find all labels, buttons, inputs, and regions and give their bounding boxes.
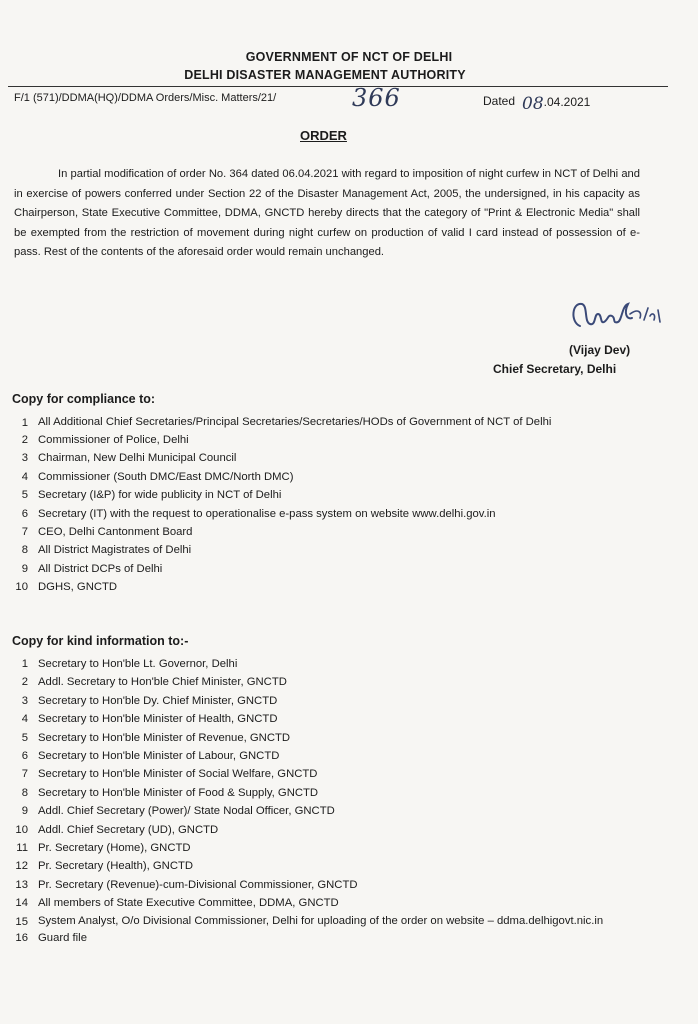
handwritten-order-number: 366: [352, 84, 401, 112]
signatory-name: (Vijay Dev): [569, 343, 631, 357]
list-item: 5 Secretary (I&P) for wide publicity in NCT of Delhi: [21, 489, 282, 502]
information-list: [12, 655, 652, 947]
list-item: 8 Secretary to Hon'ble Minister of Food & Supply, GNCTD: [21, 786, 319, 799]
order-title: ORDER: [300, 128, 347, 143]
list-item: 12 Pr. Secretary (Health), GNCTD: [15, 860, 194, 873]
list-item: 10 Addl. Chief Secretary (UD), GNCTD: [15, 823, 219, 836]
list-item: 15 System Analyst, O/o Divisional Commissioner, Delhi for uploading of the order on website – ddma.delhigovt.nic.in: [15, 914, 604, 928]
list-item: 8 All District Magistrates of Delhi: [21, 544, 192, 557]
list-item: 6 Secretary to Hon'ble Minister of Labour, GNCTD: [21, 750, 280, 763]
list-item: 13 Pr. Secretary (Revenue)-cum-Divisional Commissioner, GNCTD: [15, 878, 358, 891]
compliance-heading: Copy for compliance to:: [12, 392, 156, 406]
dated-handwritten-day: 08: [522, 94, 544, 114]
list-item: 2 Addl. Secretary to Hon'ble Chief Minister, GNCTD: [21, 676, 287, 689]
list-item: 3 Secretary to Hon'ble Dy. Chief Minister, GNCTD: [21, 694, 278, 707]
list-item: 2 Commissioner of Police, Delhi: [21, 434, 189, 446]
compliance-list: [12, 414, 652, 597]
file-reference: F/1 (571)/DDMA(HQ)/DDMA Orders/Misc. Matters/21/: [14, 92, 277, 104]
list-item: 6 Secretary (IT) with the request to operationalise e-pass system on website www.delhi.gov.in: [21, 507, 496, 520]
dated-rest: .04.2021: [543, 95, 591, 109]
list-item: 10 DGHS, GNCTD: [15, 581, 118, 594]
govt-header: GOVERNMENT OF NCT OF DELHI: [245, 50, 453, 64]
signatory-designation: Chief Secretary, Delhi: [493, 362, 617, 376]
list-item: 5 Secretary to Hon'ble Minister of Revenue, GNCTD: [21, 731, 291, 744]
list-item: 9 All District DCPs of Delhi: [21, 562, 163, 575]
list-item: 14 All members of State Executive Committee, DDMA, GNCTD: [15, 897, 339, 910]
list-item: 9 Addl. Chief Secretary (Power)/ State Nodal Officer, GNCTD: [21, 805, 335, 818]
signature-image: [568, 292, 668, 340]
order-body: In partial modification of order No. 364 dated 06.04.2021 with regard to imposition of night curfew in NCT of Delhi and in exercise of powers conferred under Section 22 of the Disaster Management Act, 2005, the undersigned, in his capacity as Chairperson, State Executive Committee, DDMA, GNCTD hereby directs that the category of "Print & Electronic Media" shall be exempted from the restriction of movement during night curfew on production of valid I card instead of possession of e-pass. Rest of the contents of the aforesaid order would remain unchanged.: [14, 168, 640, 259]
list-item: 4 Commissioner (South DMC/East DMC/North DMC): [21, 470, 294, 483]
information-heading: Copy for kind information to:-: [12, 634, 189, 648]
dated-value: [522, 94, 590, 114]
list-item: 11 Pr. Secretary (Home), GNCTD: [16, 842, 191, 855]
list-item: 1 All Additional Chief Secretaries/Principal Secretaries/Secretaries/HODs of Government of NCT of Delhi: [21, 416, 552, 429]
list-item: 4 Secretary to Hon'ble Minister of Health, GNCTD: [21, 713, 278, 726]
dated-label: Dated: [483, 94, 516, 108]
authority-header: DELHI DISASTER MANAGEMENT AUTHORITY: [184, 68, 466, 82]
list-item: 16 Guard file: [15, 931, 87, 944]
list-item: 7 CEO, Delhi Cantonment Board: [21, 526, 193, 539]
header-rule: [8, 86, 668, 87]
list-item: 3 Chairman, New Delhi Municipal Council: [21, 452, 237, 465]
list-item: 1 Secretary to Hon'ble Lt. Governor, Delhi: [21, 658, 238, 670]
list-item: 7 Secretary to Hon'ble Minister of Social Welfare, GNCTD: [21, 768, 318, 781]
